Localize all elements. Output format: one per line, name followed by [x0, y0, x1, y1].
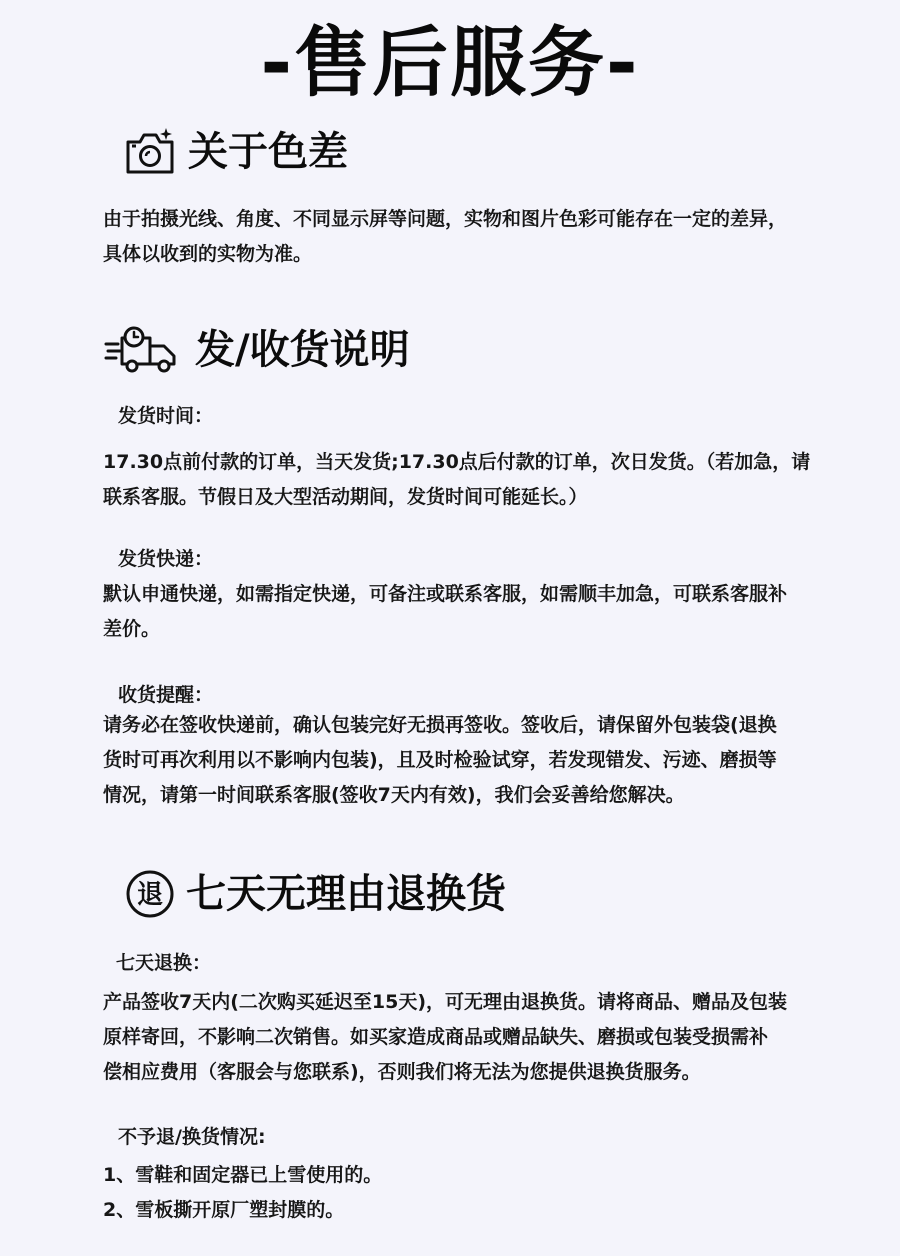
returns-header: [122, 868, 506, 920]
receipt-reminder-label: 收货提醒：: [118, 684, 214, 706]
shipping-time-text: 17.30点前付款的订单，当天发货;17.30点后付款的订单，次日发货。（若加急，请 联系客服。节假日及大型活动期间，发货时间可能延长。）: [103, 451, 811, 508]
color-diff-heading: 关于色差: [188, 129, 348, 175]
exclusion-item: 1、雪鞋和固定器已上雪使用的。: [103, 1164, 383, 1186]
page-title: -售后服务-: [260, 18, 640, 107]
camera-icon: [120, 126, 180, 178]
return-badge-char: 退: [136, 880, 164, 910]
receipt-reminder-text: 请务必在签收快递前，确认包装完好无损再签收。签收后，请保留外包装袋(退换 货时可再次利用以不影响内包装)，且及时检验试穿，若发现错发、污迹、磨损等 情况，请第一时间联系客服(签收7天内有效)，我们会妥善给您解决。: [103, 714, 777, 806]
shipping-courier-label: 发货快递：: [118, 548, 214, 570]
exclusion-label: 不予退/换货情况:: [118, 1126, 266, 1148]
color-diff-text: 由于拍摄光线、角度、不同显示屏等问题，实物和图片色彩可能存在一定的差异， 具体以收到的实物为准。: [103, 208, 788, 265]
shipping-heading: 发/收货说明: [195, 327, 410, 373]
color-diff-header: [120, 126, 348, 178]
delivery-truck-icon: [103, 324, 181, 376]
return-badge-icon: [122, 868, 178, 920]
returns-heading: 七天无理由退换货: [186, 871, 506, 917]
shipping-courier-text: 默认申通快递，如需指定快递，可备注或联系客服，如需顺丰加急，可联系客服补 差价。: [103, 583, 788, 640]
shipping-time-label: 发货时间：: [118, 405, 214, 427]
exclusion-item: 2、雪板撕开原厂塑封膜的。: [103, 1199, 345, 1221]
seven-day-label: 七天退换：: [116, 952, 212, 974]
shipping-header: [103, 324, 410, 376]
seven-day-text: 产品签收7天内(二次购买延迟至15天)，可无理由退换货。请将商品、赠品及包装 原样寄回，不影响二次销售。如买家造成商品或赠品缺失、磨损或包装受损需补 偿相应费用（客服会与您联系)，否则我们将无法为您提供退换货服务。: [103, 991, 788, 1083]
